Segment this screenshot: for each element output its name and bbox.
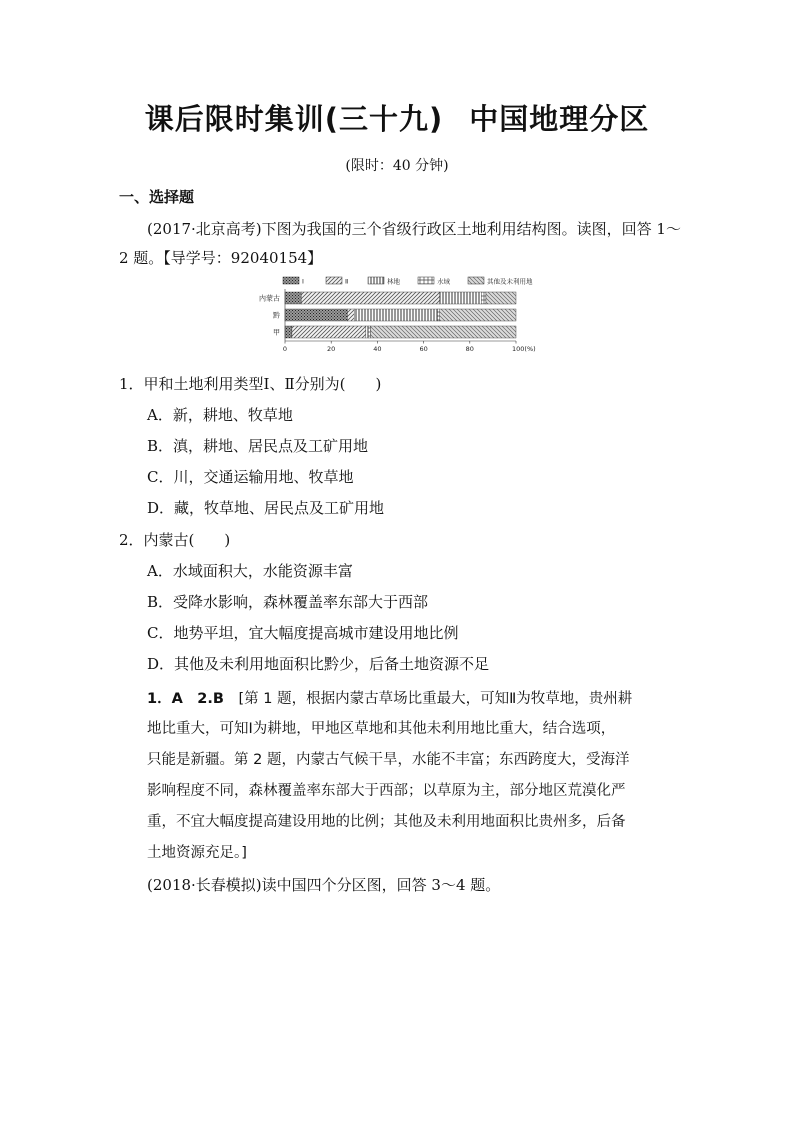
answer-line-2: 地比重大，可知Ⅰ为耕地，甲地区草地和其他未利用地比重大，结合选项， [147,721,616,737]
legend-swatch-4 [468,277,484,284]
x-tick-label-0: 0 [282,345,288,353]
page-title [0,97,794,138]
question-2-option-d[interactable]: D．其他及未利用地面积比黔少，后备土地资源不足 [147,655,490,673]
question-2-option-a[interactable]: A．水域面积大，水能资源丰富 [147,562,353,580]
bar-segment-0-0 [285,292,301,304]
question-1-option-b[interactable]: B．滇，耕地、居民点及工矿用地 [147,437,369,455]
bar-segment-1-1 [347,309,354,321]
legend-label-3: 水域 [437,277,450,286]
bar-segment-1-2 [354,309,437,321]
question-1-stem: 1．甲和土地利用类型Ⅰ、Ⅱ分别为( ) [119,375,382,393]
bar-segment-2-4 [370,326,516,338]
legend-swatch-3 [418,277,434,284]
bar-segment-0-4 [486,292,516,304]
answer-text-1: [第 1 题，根据内蒙古草场比重最大，可知Ⅱ为牧草地，贵州耕 [238,691,633,707]
bar-segment-1-0 [285,309,347,321]
time-limit: (限时：40 分钟) [345,158,449,174]
bar-segment-1-3 [437,309,439,321]
legend-label-0: Ⅰ [302,277,304,286]
category-label-1: 黔 [273,311,280,320]
bar-segment-0-2 [440,292,482,304]
bar-segment-1-4 [440,309,516,321]
question-2-option-c[interactable]: C．地势平坦，宜大幅度提高城市建设用地比例 [147,624,459,642]
bar-segment-2-3 [368,326,370,338]
category-label-0: 内蒙古 [259,294,280,303]
answer-line-3: 只能是新疆。第 2 题，内蒙古气候干旱，水能不丰富；东西跨度大，受海洋 [147,752,630,768]
land-use-chart [250,274,540,362]
answer-line-1 [147,687,632,708]
next-question-intro: (2018·长春模拟)读中国四个分区图，回答 3～4 题。 [147,876,501,894]
legend-label-4: 其他及未利用地 [487,277,533,286]
answer-line-6: 土地资源充足。] [147,845,247,861]
bar-segment-2-1 [292,326,366,338]
bar-segment-0-1 [301,292,440,304]
title-main: 课后限时集训(三十九) [144,102,444,136]
intro-line-2: 2 题。【导学号：92040154】 [119,249,323,267]
legend-label-1: Ⅱ [345,277,349,286]
question-1-option-c[interactable]: C．川，交通运输用地、牧草地 [147,468,354,486]
answer-line-4: 影响程度不同，森林覆盖率东部大于西部；以草原为主，部分地区荒漠化严 [147,783,626,799]
x-tick-label-1: 20 [327,345,336,353]
legend-swatch-2 [368,277,384,284]
question-1-option-a[interactable]: A．新，耕地、牧草地 [147,406,293,424]
question-1-option-d[interactable]: D．藏，牧草地、居民点及工矿用地 [147,499,385,517]
category-label-2: 甲 [273,328,280,337]
question-2-option-b[interactable]: B．受降水影响，森林覆盖率东部大于西部 [147,593,429,611]
question-2-stem: 2．内蒙古( ) [119,531,231,549]
answer-keys: 1．A 2.B [147,691,239,707]
bar-segment-0-3 [481,292,486,304]
section-heading: 一、选择题 [119,188,195,206]
legend-swatch-1 [326,277,342,284]
x-tick-label-4: 80 [465,345,474,353]
legend-swatch-0 [283,277,299,284]
intro-line-1: (2017·北京高考)下图为我国的三个省级行政区土地利用结构图。读图，回答 1～ [147,220,681,238]
x-tick-label-3: 60 [419,345,428,353]
legend-label-2: 林地 [387,277,400,286]
x-tick-label-5: 100(%) [512,345,536,353]
x-tick-label-2: 40 [373,345,382,353]
answer-line-5: 重，不宜大幅度提高建设用地的比例；其他及未利用地面积比贵州多，后备 [147,814,626,830]
bar-segment-2-0 [285,326,292,338]
title-topic: 中国地理分区 [469,102,650,136]
bar-segment-2-2 [366,326,368,338]
